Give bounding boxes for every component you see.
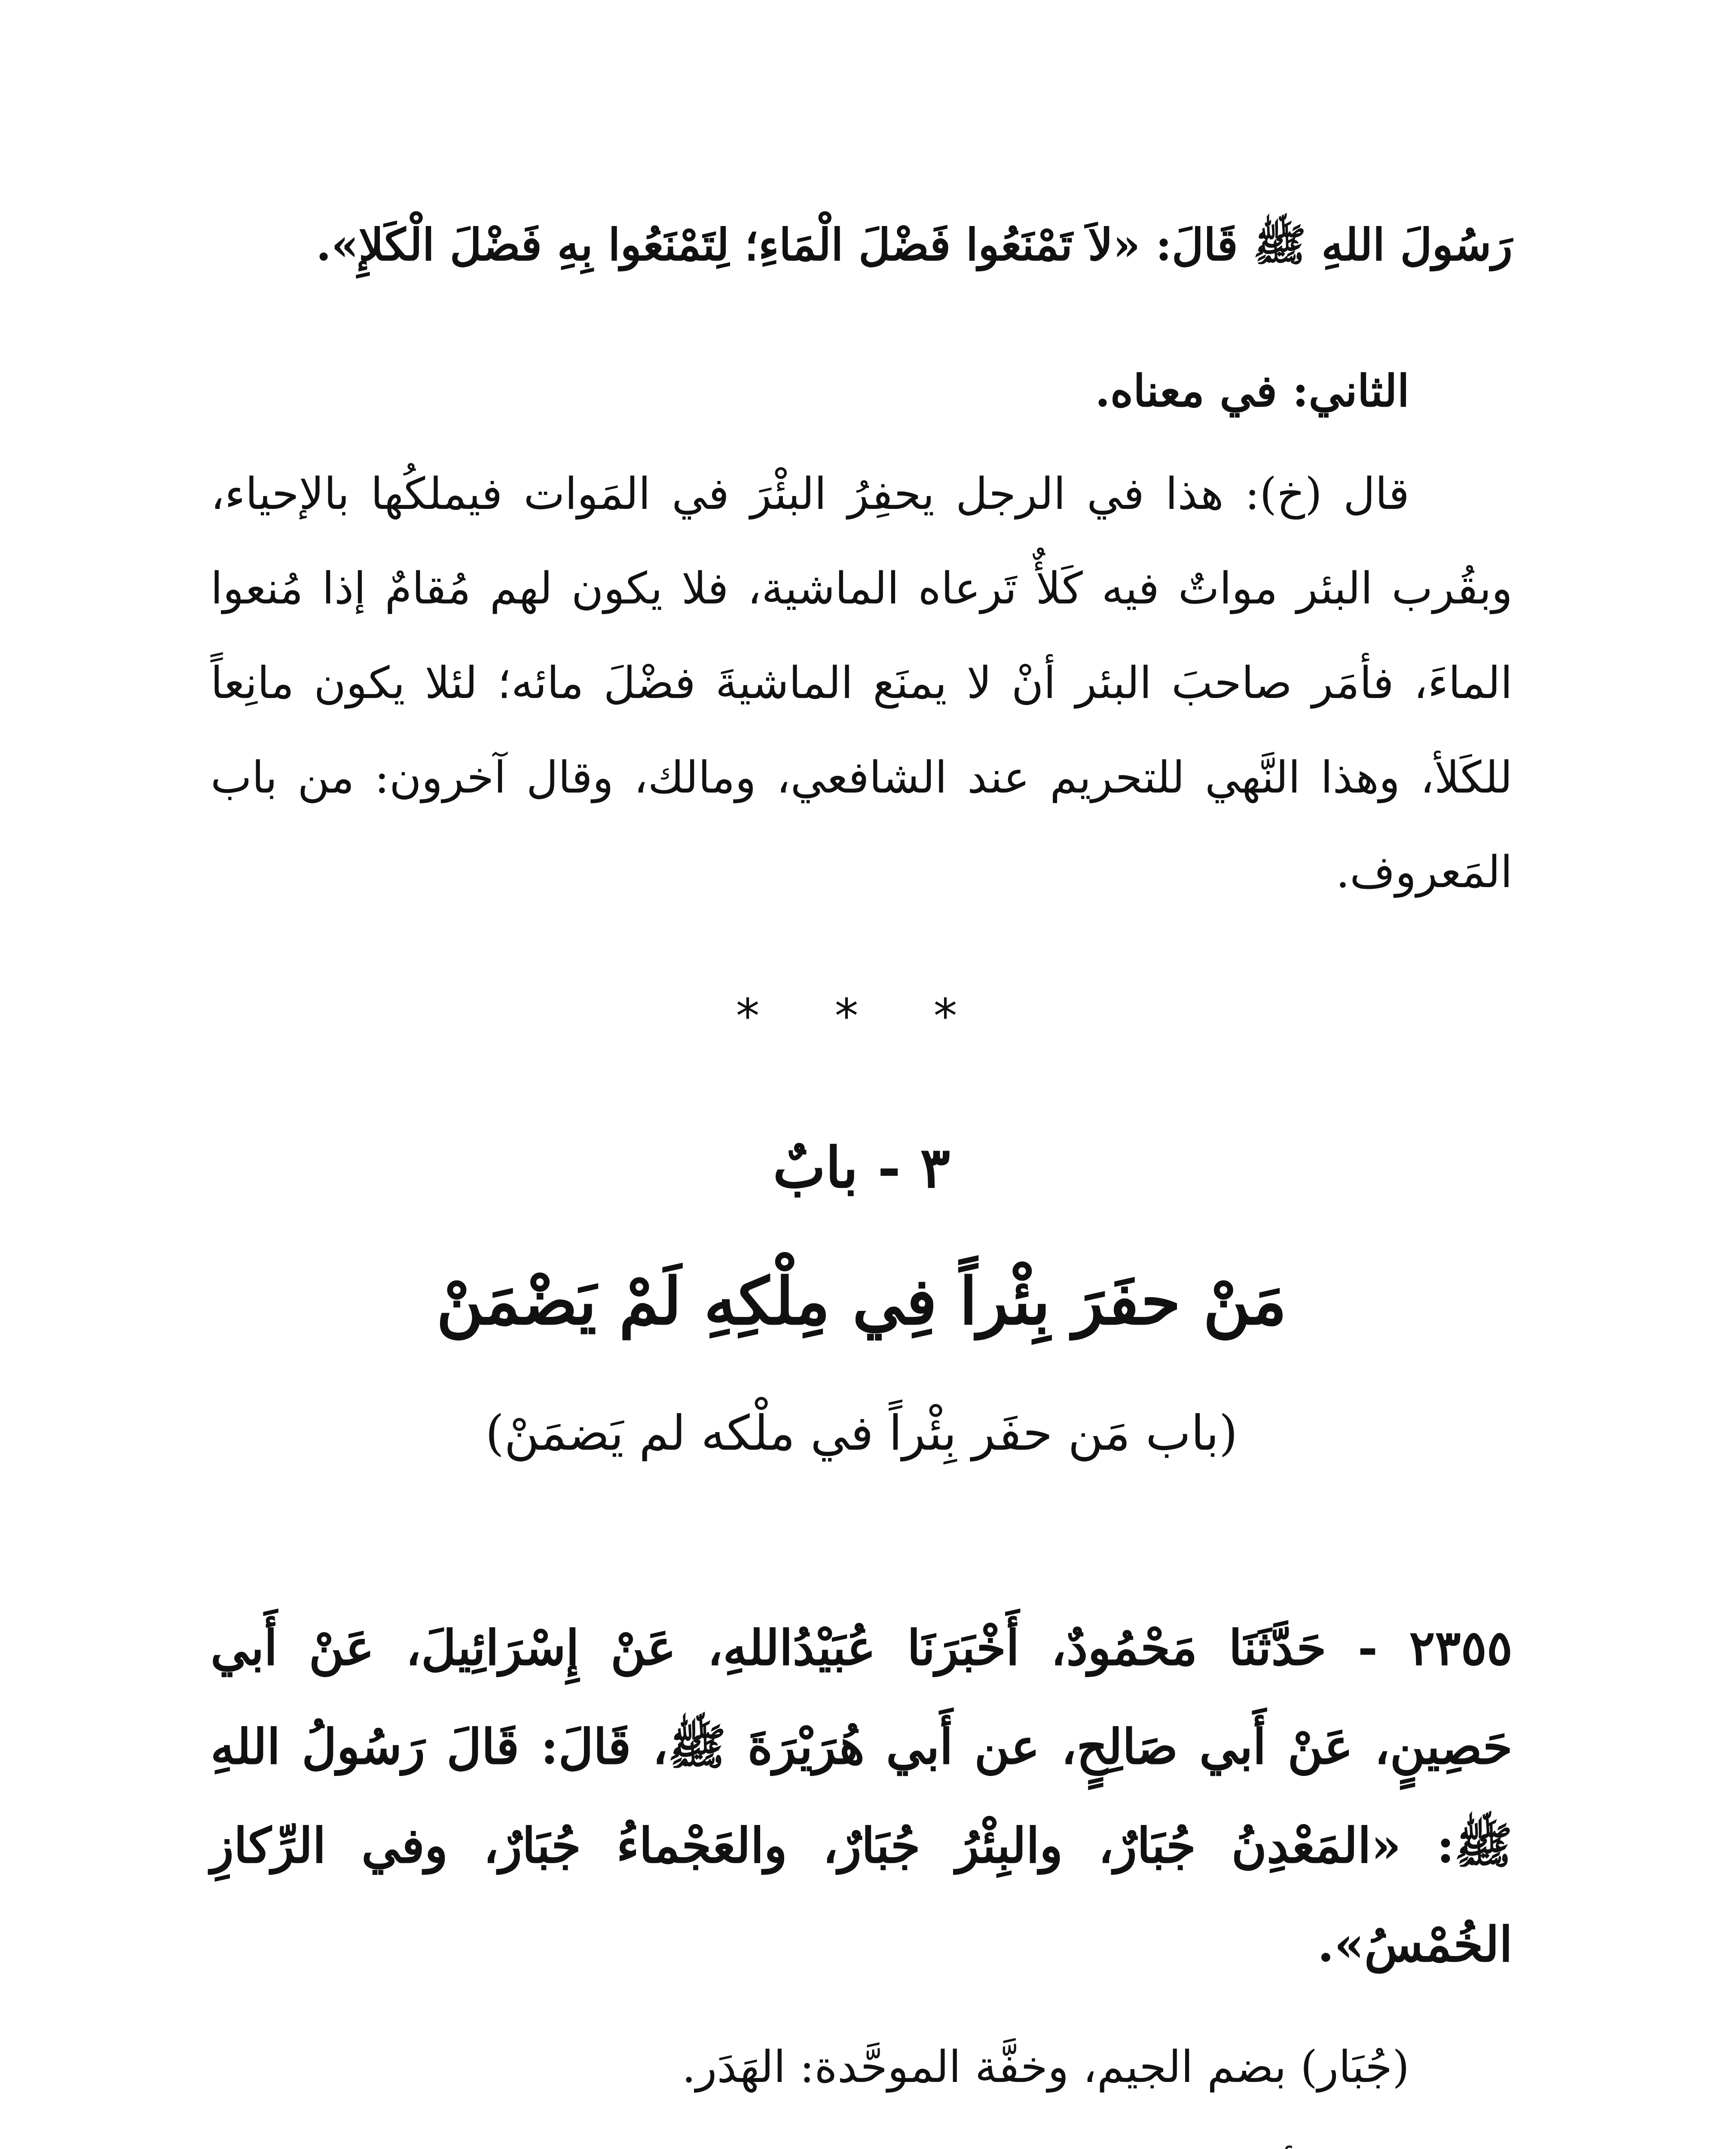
commentary-note-2 xyxy=(211,2128,1513,2149)
chapter-number: ٣ - بابٌ xyxy=(773,1135,951,1200)
book-page xyxy=(211,181,1513,2149)
second-section-heading-block xyxy=(211,344,1513,438)
commentary-note-2-text xyxy=(211,2128,1513,2149)
chapter-subtitle: (باب مَن حفَر بِئْراً في ملْكه لم يَضمَنْ) xyxy=(485,1405,1238,1461)
explanation-block xyxy=(211,447,1513,920)
hadith-continuation xyxy=(211,198,1513,292)
commentary-note-1 xyxy=(211,2020,1513,2115)
chapter-title: مَنْ حفَرَ بِئْراً فِي مِلْكِهِ لَمْ يَضْمَنْ xyxy=(436,1264,1287,1339)
hadith-ending-text: رَسُولَ اللهِ ﷺ قَالَ: «لاَ تَمْنَعُوا فَضْلَ الْمَاءِ؛ لِتَمْنَعُوا بِهِ فَضْلَ الْكَلإِ». xyxy=(316,219,1513,271)
hadith-text: ٢٣٥٥ - حَدَّثَنَا مَحْمُودٌ، أَخْبَرَنَا عُبَيْدُاللهِ، عَنْ إِسْرَائِيلَ، عَنْ أَبي حَصِينٍ، عَنْ أَبي صَالِحٍ، عن أَبي هُرَيْرَةَ ﷺ، قَالَ: قَالَ رَسُولُ اللهِ ﷺ: «المَعْدِنُ جُبَارٌ، والبِئْرُ جُبَارٌ، والعَجْماءُ جُبَارٌ، وفي الرِّكازِ الخُمْسُ». xyxy=(211,1620,1513,1973)
explanation-paragraph: قال (خ): هذا في الرجل يحفِرُ البئْرَ في المَوات فيملكُها بالإحياء، وبقُرب البئر مواتٌ فيه كَلأٌ تَرعاه الماشية، فلا يكون لهم مُقامٌ إذا مُنعوا الماءَ، فأمَر صاحبَ البئر أنْ لا يمنَع الماشيةَ فضْلَ مائه؛ لئلا يكون مانِعاً للكَلأ، وهذا النَّهي للتحريم عند الشافعي، ومالك، وقال آخرون: من باب المَعروف. xyxy=(211,468,1513,898)
commentary-note-1-text: (جُبَار) بضم الجيم، وخفَّة الموحَّدة: الهَدَر. xyxy=(682,2042,1409,2093)
hadith-block xyxy=(211,1599,1513,1994)
section-separator: * * * xyxy=(736,989,987,1044)
second-section-heading: الثاني: في معناه. xyxy=(1095,365,1409,417)
